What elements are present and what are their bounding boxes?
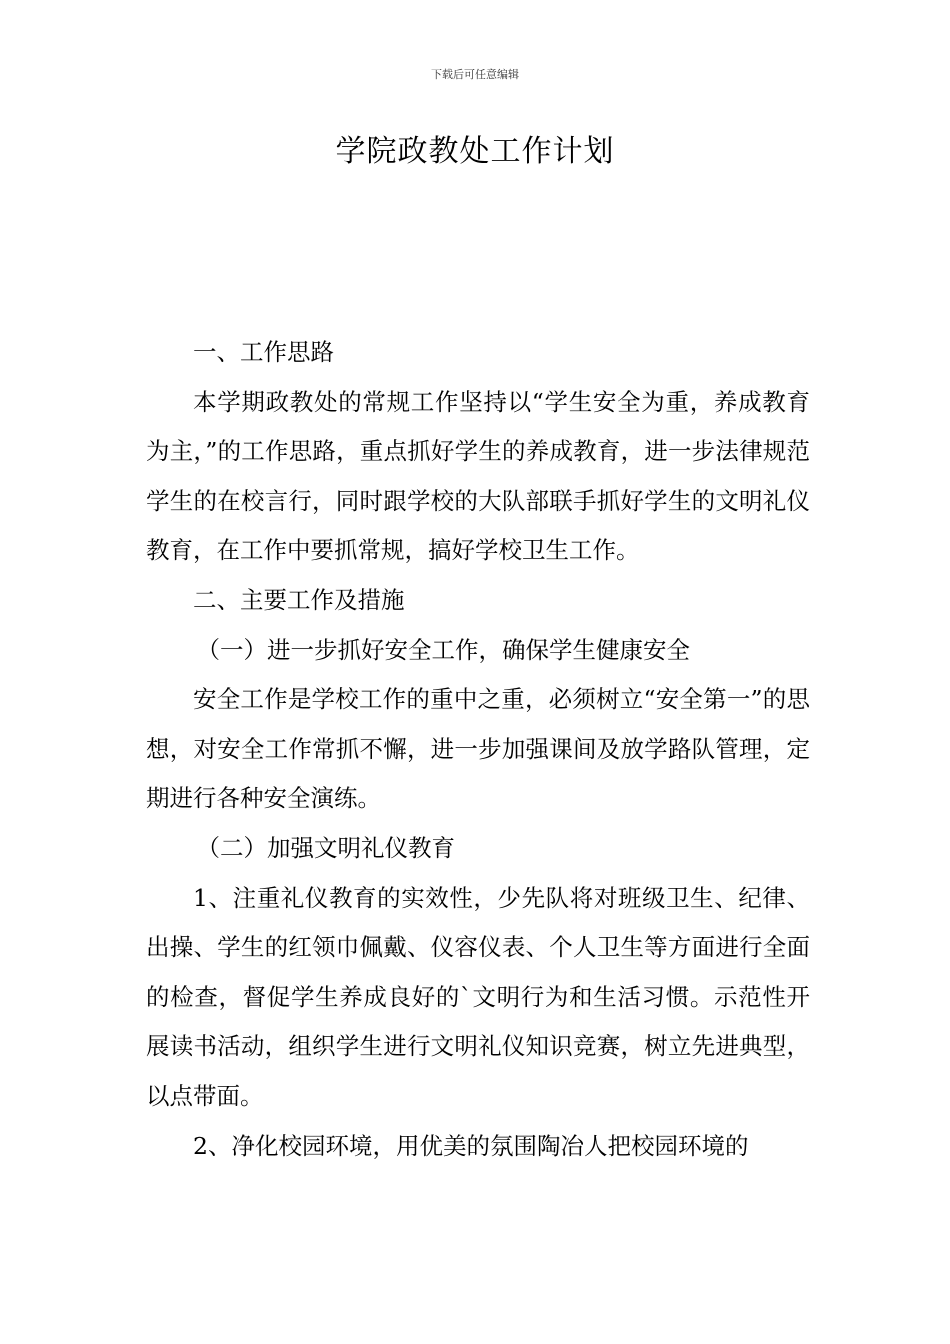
section-heading-work-approach: 一、工作思路 bbox=[193, 338, 334, 366]
paragraph-work-approach: 本学期政教处的常规工作坚持以“学生安全为重，养成教育为主，”的工作思路，重点抓好学生的养成教育，进一步法律规范学生的在校言行，同时跟学校的大队部联手抓好学生的文明礼仪教育，在工作中要抓常规，搞好学校卫生工作。 bbox=[146, 387, 810, 565]
subsection-heading-etiquette: （二）加强文明礼仪教育 bbox=[196, 833, 456, 862]
subsection-heading-safety: （一）进一步抓好安全工作，确保学生健康安全 bbox=[196, 635, 691, 664]
document-title: 学院政教处工作计划 bbox=[335, 134, 615, 169]
section-heading-main-work: 二、主要工作及措施 bbox=[193, 585, 405, 614]
paragraph-safety: 安全工作是学校工作的重中之重，必须树立“安全第一”的思想，对安全工作常抓不懈，进一步加强课间及放学路队管理，定期进行各种安全演练。 bbox=[146, 685, 810, 813]
paragraph-etiquette-item-2: 2、净化校园环境，用优美的氛围陶冶人把校园环境的 bbox=[193, 1131, 749, 1160]
document-body bbox=[146, 328, 810, 1171]
header-note: 下载后可任意编辑 bbox=[431, 68, 519, 81]
paragraph-etiquette-item-1: 1、注重礼仪教育的实效性，少先队将对班级卫生、纪律、出操、学生的红领巾佩戴、仪容仪表、个人卫生等方面进行全面的检查，督促学生养成良好的`文明行为和生活习惯。示范性开展读书活动，组织学生进行文明礼仪知识竞赛，树立先进典型，以点带面。 bbox=[146, 883, 810, 1110]
